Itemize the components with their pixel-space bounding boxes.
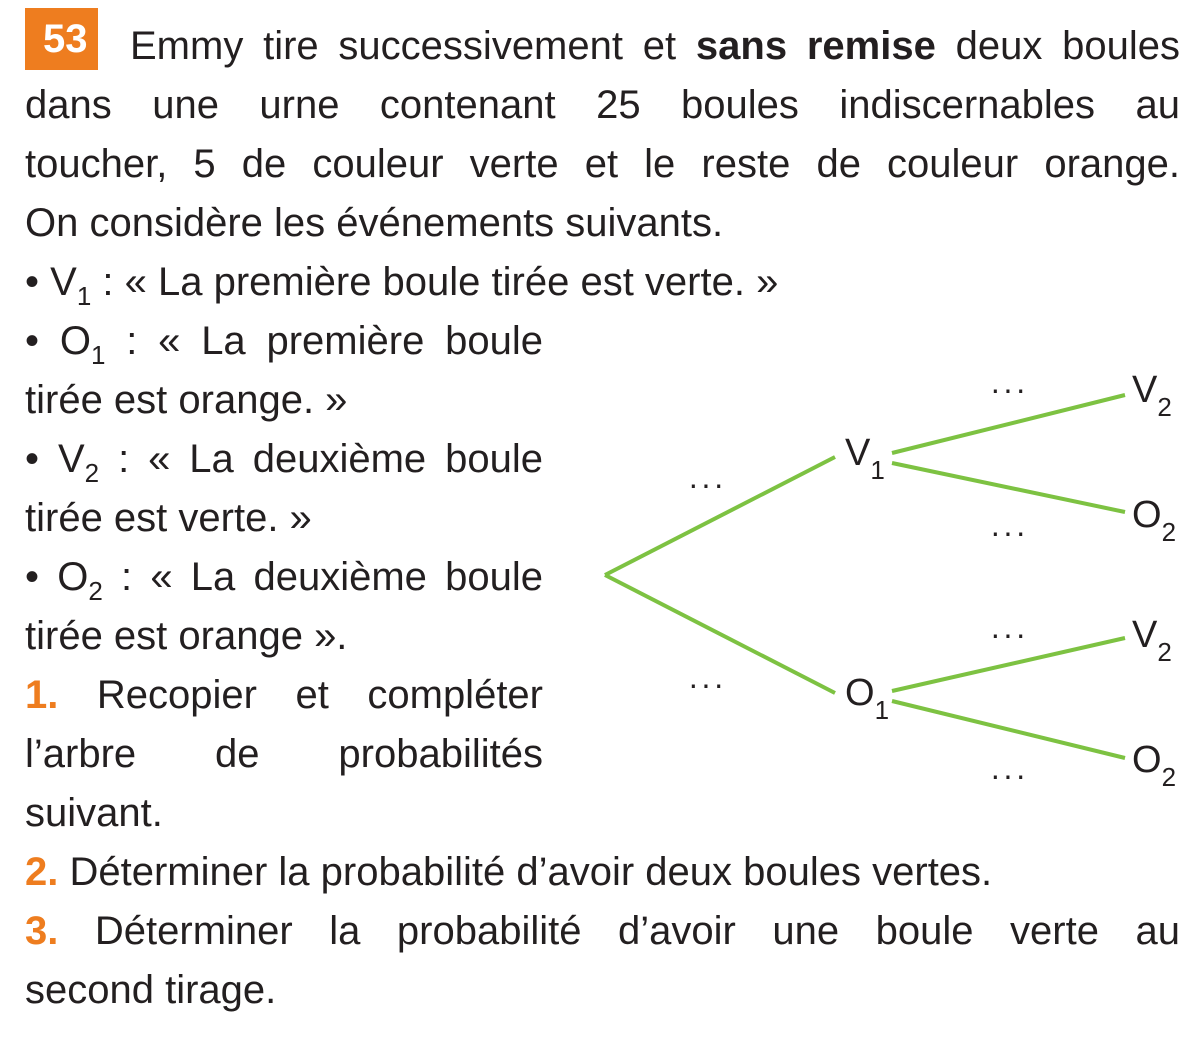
event-v1 [25,258,779,311]
question-1-line-3: suivant. [25,791,163,835]
event-subscript: 1 [76,281,92,311]
prob-placeholder-o1-o2: ··· [990,757,1028,793]
intro-text: deux boules [935,24,1181,68]
bold-sans-remise: sans remise [695,24,936,68]
question-text: Déterminer la probabilité d’avoir deux boules vertes. [58,850,993,894]
event-subscript: 1 [90,340,106,370]
event-text: : « La deuxième boule [99,437,543,481]
prob-placeholder-o1-v2: ··· [990,616,1028,652]
question-2 [25,848,992,896]
question-3 [25,907,1180,955]
branch-o1-o2 [892,701,1125,758]
bullet: • [25,319,40,363]
node-o1 [845,672,889,725]
prob-placeholder-v1-o2: ··· [990,514,1028,550]
event-v2 [25,435,543,488]
event-o2 [25,553,543,606]
node-o2-a [1132,494,1176,547]
node-letter: O [1132,494,1162,536]
event-letter: V [57,437,85,481]
question-1-line-2: l’arbre de probabilités [25,732,543,776]
event-text: : « La deuxième boule [102,555,543,599]
node-v1 [845,432,885,485]
node-o2-b [1132,739,1176,792]
bullet: • [25,260,40,304]
exercise-number-badge: 53 [25,8,98,70]
node-subscript: 2 [1161,762,1177,792]
node-v2-a [1132,369,1172,422]
prob-placeholder-v1: ··· [688,466,726,502]
node-letter: V [1132,614,1158,656]
event-o1-cont: tirée est orange. » [25,378,348,422]
question-number: 3. [25,909,59,953]
node-letter: O [1132,739,1162,781]
node-subscript: 2 [1157,637,1172,667]
event-letter: V [50,260,77,304]
intro-line-1 [130,22,1180,70]
branch-v1-o2 [892,463,1125,512]
event-letter: O [59,319,91,363]
intro-line-3: toucher, 5 de couleur verte et le reste de couleur orange. [25,142,1180,186]
question-1 [25,671,543,719]
event-text: : « La première boule tirée est verte. » [91,260,779,304]
node-letter: O [845,672,875,714]
intro-text: Emmy tire successivement et [130,24,696,68]
question-text: Recopier et compléter [58,673,543,717]
event-subscript: 2 [88,576,103,606]
question-3-line-2: second tirage. [25,968,277,1012]
intro-line-2: dans une urne contenant 25 boules indiscernables au [25,83,1180,127]
question-number: 1. [25,673,59,717]
node-subscript: 2 [1161,517,1177,547]
event-v2-cont: tirée est verte. » [25,496,312,540]
node-subscript: 1 [874,695,890,725]
node-subscript: 1 [870,455,885,485]
probability-tree [580,360,1190,810]
prob-placeholder-v1-v2: ··· [990,371,1028,407]
node-letter: V [1132,369,1158,411]
node-subscript: 2 [1157,392,1172,422]
event-subscript: 2 [84,458,100,488]
bullet: • [25,437,40,481]
event-letter: O [57,555,89,599]
bullet: • [25,555,40,599]
intro-line-4: On considère les événements suivants. [25,201,724,245]
question-number: 2. [25,850,59,894]
event-text: : « La première boule [105,319,543,363]
question-text: Déterminer la probabilité d’avoir une boule verte au [58,909,1180,953]
node-letter: V [845,432,871,474]
event-o2-cont: tirée est orange ». [25,614,348,658]
node-v2-b [1132,614,1172,667]
event-o1 [25,317,543,370]
prob-placeholder-o1: ··· [688,666,726,702]
